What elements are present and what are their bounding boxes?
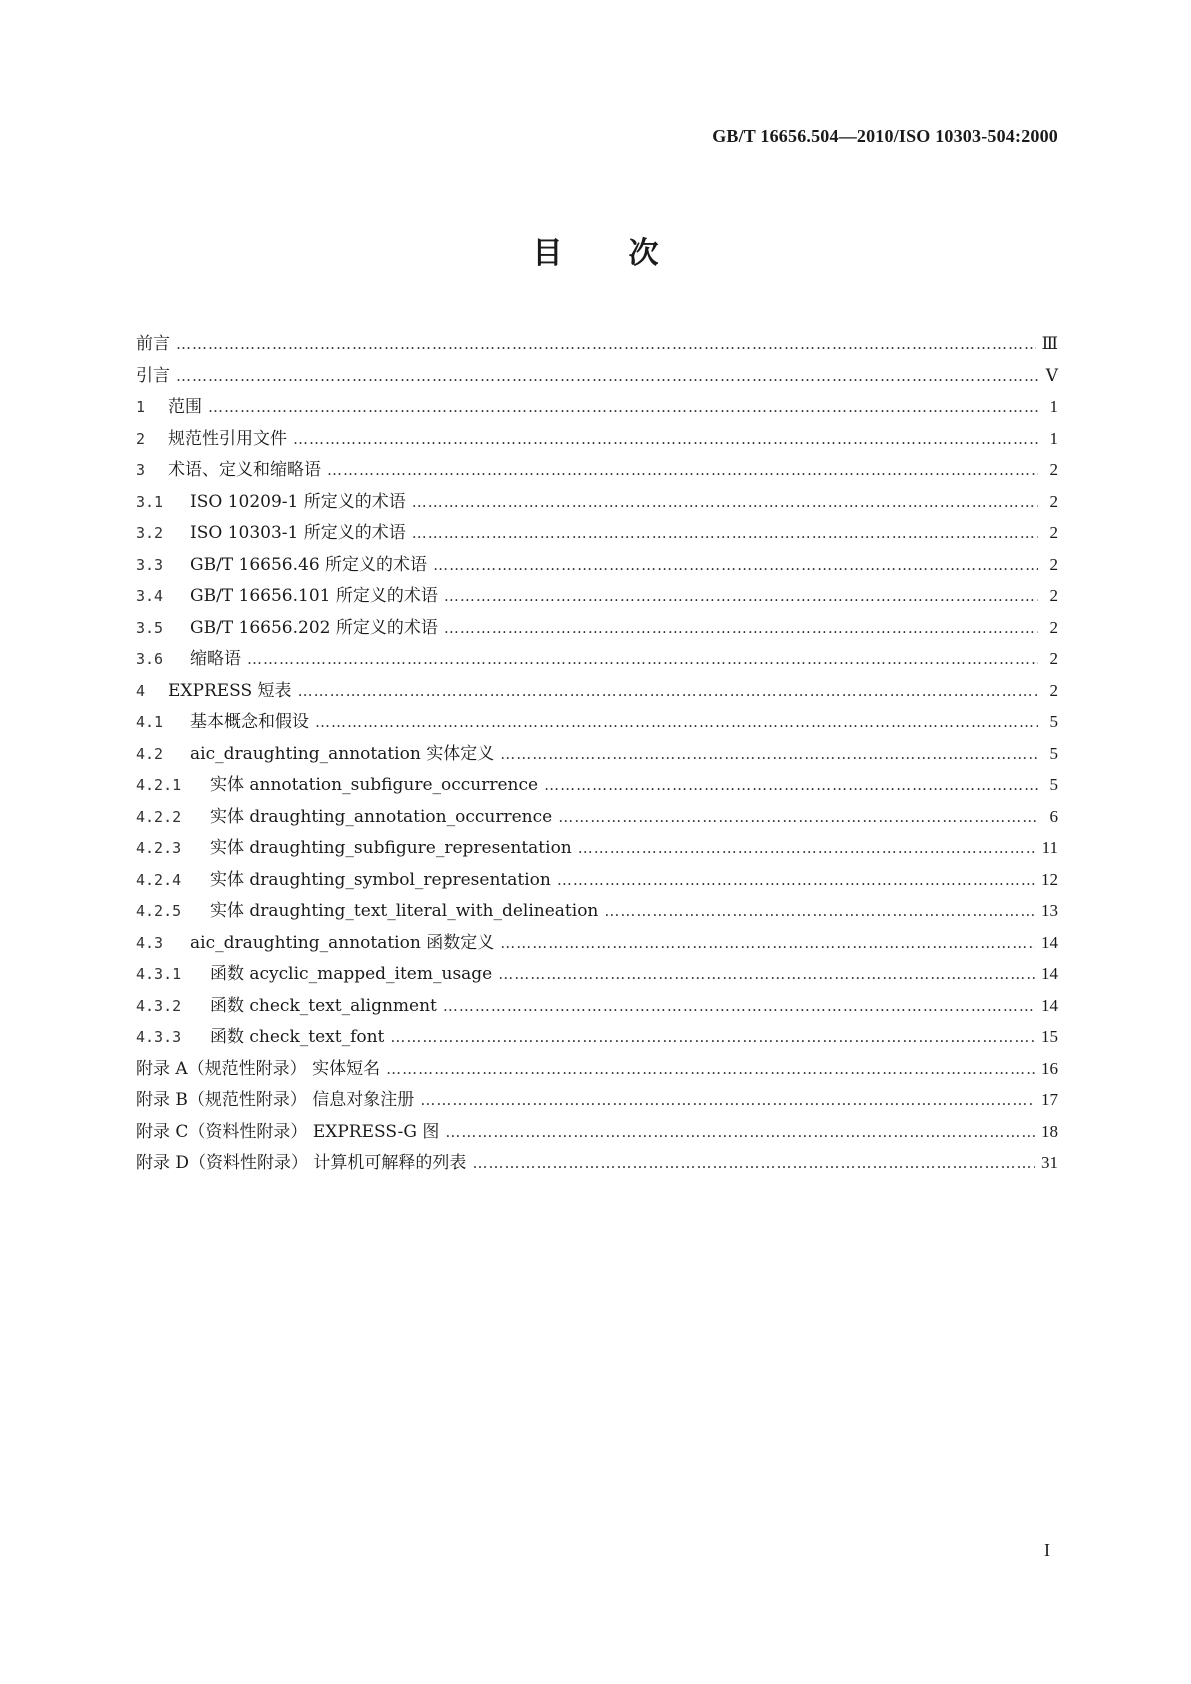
toc-entry-number: 4.2.4 [136,870,182,889]
toc-entry-text: 实体 draughting_annotation_occurrence [210,806,553,827]
toc-entry-4[interactable] [136,675,1058,707]
toc-leader [498,959,1035,991]
toc-leader [472,1148,1035,1180]
toc-leader [443,991,1035,1023]
toc-leader [557,865,1035,897]
toc-entry-foreword[interactable] [136,328,1058,360]
toc-entry-text: 附录 A（规范性附录） 实体短名 [136,1058,381,1079]
toc-entry-text: EXPRESS 短表 [168,680,292,701]
toc-entry-3-3[interactable] [136,549,1058,581]
toc-entry-4-2[interactable] [136,738,1058,770]
toc-entry-number: 3.1 [136,492,164,511]
toc-entry-4-3-2[interactable] [136,990,1058,1022]
toc-leader [293,424,1038,456]
toc-entry-number: 4.3.1 [136,965,182,983]
toc-page-number: 2 [1049,586,1058,605]
toc-leader [604,896,1035,928]
toc-entry-number: 4.3.3 [136,1028,182,1046]
toc-entry-text: 缩略语 [190,649,241,669]
toc-leader [444,613,1038,645]
toc-entry-4-2-4[interactable] [136,864,1058,896]
toc-entry-text: GB/T 16656.202 所定义的术语 [190,617,438,638]
toc-page-number: 2 [1049,491,1058,511]
toc-page-number: 12 [1041,869,1058,889]
toc-leader [386,1054,1035,1086]
toc-page-number: 2 [1049,680,1058,700]
toc-entry-text: 附录 C（资料性附录） EXPRESS-G 图 [136,1121,440,1142]
toc-page-number: 16 [1041,1058,1058,1078]
toc-entry-text: 前言 [136,334,170,354]
toc-leader [500,928,1035,960]
toc-entry-text: aic_draughting_annotation 实体定义 [190,743,495,764]
toc-page-number: 13 [1041,901,1058,920]
toc-entry-3-5[interactable] [136,612,1058,644]
toc-entry-3-2[interactable] [136,517,1058,549]
toc-entry-3[interactable] [136,454,1058,486]
toc-page-number: 31 [1041,1153,1058,1172]
toc-page-number: 2 [1049,617,1058,637]
toc-page-number: Ⅴ [1045,365,1058,385]
toc-entry-text: 基本概念和假设 [190,712,309,732]
toc-entry-number: 4.2 [136,744,164,763]
toc-entry-4-3-1[interactable] [136,958,1058,990]
toc-entry-annex-d[interactable] [136,1147,1058,1179]
toc-entry-text: GB/T 16656.46 所定义的术语 [190,554,428,575]
toc-entry-number: 3.3 [136,555,164,574]
toc-entry-number: 1 [136,398,146,416]
toc-page-number: 1 [1049,397,1058,416]
toc-entry-4-2-1[interactable] [136,769,1058,801]
toc-entry-text: 函数 acyclic_mapped_item_usage [210,964,493,984]
toc-entry-number: 4.2.5 [136,902,182,920]
toc-entry-number: 4.1 [136,713,164,731]
toc-page-number: 18 [1041,1121,1058,1141]
toc-entry-number: 4.2.3 [136,839,182,857]
toc-leader [444,581,1038,613]
toc-entry-number: 3.2 [136,524,164,542]
toc-entry-annex-a[interactable] [136,1053,1058,1085]
toc-leader [500,739,1038,771]
toc-page-number: 5 [1049,712,1058,731]
toc-entry-4-2-2[interactable] [136,801,1058,833]
toc-leader [412,518,1038,550]
toc-entry-4-2-3[interactable] [136,832,1058,864]
toc-entry-number: 4.2.2 [136,807,182,826]
toc-page-number: 6 [1049,806,1058,826]
page-title: 目次 [532,236,725,271]
toc-entry-number: 2 [136,429,146,448]
toc-leader [298,676,1038,708]
table-of-contents [136,328,1058,1179]
toc-page-number: 5 [1049,775,1058,794]
toc-leader [433,550,1038,582]
toc-entry-number: 3.5 [136,618,164,637]
toc-entry-text: 函数 check_text_alignment [210,995,437,1016]
toc-entry-text: 实体 draughting_text_literal_with_delineation [210,901,599,921]
toc-entry-1[interactable] [136,391,1058,423]
toc-entry-text: 规范性引用文件 [168,428,287,449]
toc-entry-4-3[interactable] [136,927,1058,959]
toc-page-number: 14 [1041,932,1058,952]
toc-entry-annex-b[interactable] [136,1084,1058,1116]
toc-leader [176,361,1038,393]
toc-entry-4-2-5[interactable] [136,895,1058,927]
toc-page-number: 17 [1041,1090,1058,1109]
toc-page-number: 15 [1041,1027,1058,1046]
toc-entry-4-3-3[interactable] [136,1021,1058,1053]
toc-entry-text: GB/T 16656.101 所定义的术语 [190,586,438,606]
toc-entry-text: ISO 10209-1 所定义的术语 [190,491,406,512]
toc-leader [247,644,1038,676]
toc-entry-text: 实体 annotation_subfigure_occurrence [210,775,539,795]
toc-page-number: 2 [1049,554,1058,574]
toc-leader [208,392,1038,424]
toc-entry-number: 3.4 [136,587,164,605]
toc-entry-text: 实体 draughting_symbol_representation [210,869,551,890]
toc-page-number: 14 [1041,964,1058,983]
toc-page-number: 5 [1049,743,1058,763]
toc-entry-number: 4.3.2 [136,996,182,1015]
toc-entry-4-1[interactable] [136,706,1058,738]
toc-page-number: Ⅲ [1041,334,1058,353]
toc-leader [558,802,1038,834]
toc-entry-text: 附录 B（规范性附录） 信息对象注册 [136,1090,415,1110]
toc-entry-text: 函数 check_text_font [210,1027,385,1047]
toc-leader [578,833,1036,865]
toc-entry-number: 3 [136,461,146,479]
toc-page-number: 2 [1049,460,1058,479]
toc-leader [412,487,1038,519]
toc-entry-number: 4.3 [136,933,164,952]
toc-page-number: 11 [1041,838,1058,857]
toc-entry-3-4[interactable] [136,580,1058,612]
toc-leader [544,770,1038,802]
toc-entry-3-1[interactable] [136,486,1058,518]
toc-entry-annex-c[interactable] [136,1116,1058,1148]
toc-page-number: 2 [1049,523,1058,542]
toc-entry-text: 实体 draughting_subfigure_representation [210,838,572,858]
toc-leader [390,1022,1035,1054]
page-number: I [1044,1540,1050,1560]
toc-entry-3-6[interactable] [136,643,1058,675]
standard-header: GB/T 16656.504—2010/ISO 10303-504:2000 [712,126,1058,146]
toc-entry-number: 4.2.1 [136,776,182,794]
toc-leader [445,1117,1035,1149]
toc-entry-text: 附录 D（资料性附录） 计算机可解释的列表 [136,1153,467,1173]
toc-entry-text: ISO 10303-1 所定义的术语 [190,523,406,543]
toc-entry-text: 范围 [168,397,202,417]
toc-leader [327,455,1038,487]
toc-entry-introduction[interactable] [136,360,1058,392]
toc-page-number: 1 [1049,428,1058,448]
toc-page-number: 14 [1041,995,1058,1015]
toc-leader [176,329,1036,361]
toc-entry-text: 术语、定义和缩略语 [168,460,321,480]
toc-entry-number: 3.6 [136,650,164,668]
toc-entry-2[interactable] [136,423,1058,455]
toc-page-number: 2 [1049,649,1058,668]
toc-leader [315,707,1038,739]
toc-entry-number: 4 [136,681,146,700]
toc-leader [420,1085,1035,1117]
toc-entry-text: aic_draughting_annotation 函数定义 [190,932,495,953]
toc-entry-text: 引言 [136,365,170,386]
